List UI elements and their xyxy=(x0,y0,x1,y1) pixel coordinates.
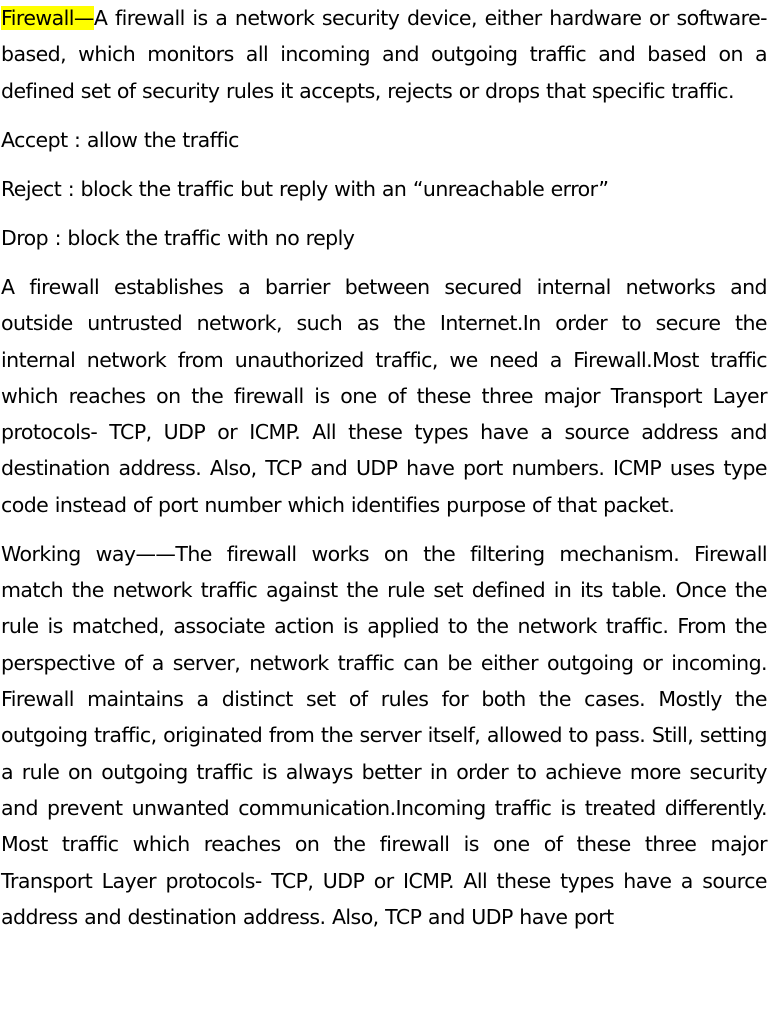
paragraph-working-way: Working way——The firewall works on the filtering mechanism. Firewall match the network traffic against the rule set defined in its table. Once the rule is matched, associate action is applied to the network traffic. From the perspective of a server, network traffic can be either outgoing or incoming. Firewall maintains a distinct set of rules for both the cases. Mostly the outgoing traffic, originated from the server itself, allowed to pass. Still, setting a rule on outgoing traffic is always better in order to achieve more security and prevent unwanted communication.Incoming traffic is treated differently. Most traffic which reaches on the firewall is one of these three major Transport Layer protocols- TCP, UDP or ICMP. All these types have a source address and destination address. Also, TCP and UDP have port xyxy=(1,541,767,929)
paragraph-reject: Reject : block the traffic but reply with an “unreachable error” xyxy=(1,176,609,201)
paragraph-drop: Drop : block the traffic with no reply xyxy=(1,225,355,250)
paragraph-text: A firewall is a network security device, either hardware or software-based, which monitors all incoming and outgoing traffic and based on a defined set of security rules it accepts, rejects or drops that specific traffic. xyxy=(1,6,767,103)
highlighted-term: Firewall— xyxy=(1,6,94,30)
paragraph-firewall-barrier: A firewall establishes a barrier between secured internal networks and outside untrusted network, such as the Internet.In order to secure the internal network from unauthorized traffic, we need a Firewall.Most traffic which reaches on the firewall is one of these three major Transport Layer protocols- TCP, UDP or ICMP. All these types have a source address and destination address. Also, TCP and UDP have port numbers. ICMP uses type code instead of port number which identifies purpose of that packet. xyxy=(1,274,767,517)
paragraph-firewall-definition xyxy=(1,0,767,109)
paragraph-accept: Accept : allow the traffic xyxy=(1,127,239,152)
